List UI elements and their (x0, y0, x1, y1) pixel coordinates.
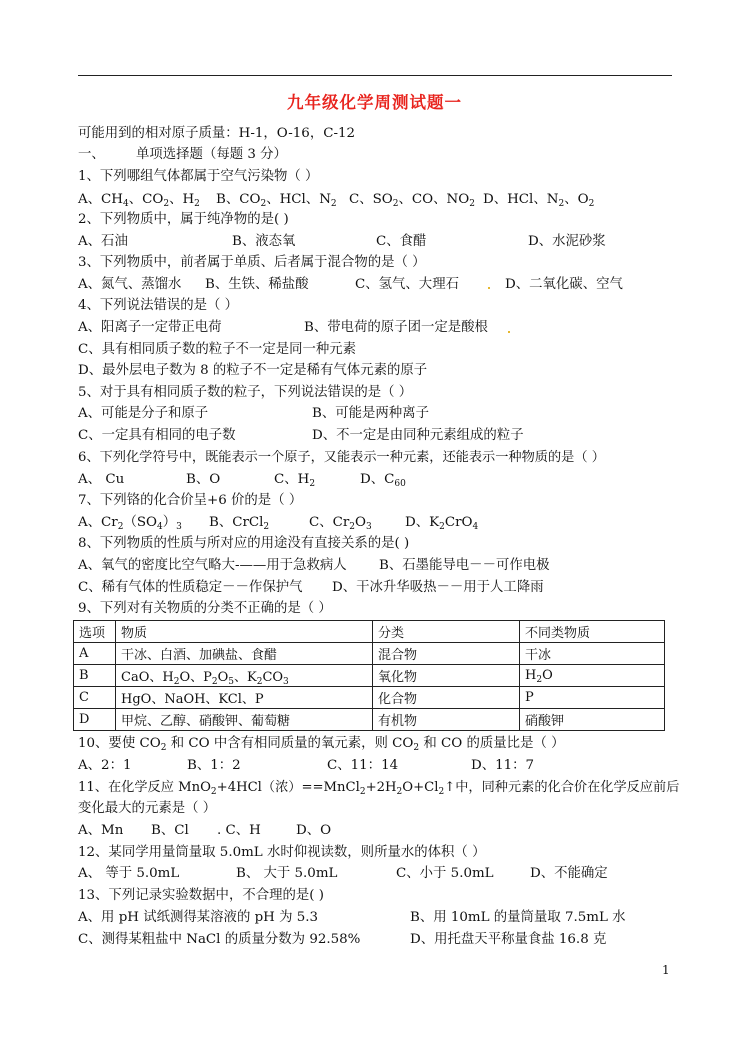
q13-option-a: A、用 pH 试纸测得某溶液的 pH 为 5.3 (78, 910, 319, 925)
q11-stem-continued: 变化最大的元素是（ ） (78, 801, 217, 816)
q11-option-c: . C、H (217, 823, 261, 838)
table-row (74, 665, 665, 687)
q9-stem: 9、下列对有关物质的分类不正确的是（ ） (78, 601, 332, 616)
q4-option-c: C、具有相同质子数的粒子不一定是同一种元素 (78, 342, 357, 357)
table-header: 分类 (373, 621, 520, 643)
q11-stem: 11、在化学反应 MnO$_2$+4HCl（浓）$==MnCl_2+2H_2O+Cl_2↑$中，同种元素的化合价在化学反应前后 (78, 780, 680, 797)
q4-option-a: A、阳离子一定带正电荷 (78, 320, 222, 335)
q5-stem: 5、对于具有相同质子数的粒子，下列说法错误的是（ ） (78, 385, 413, 400)
q12-option-a: A、 等于 5.0mL (78, 866, 180, 881)
page-number: 1 (662, 963, 670, 977)
q7-option-a: A、$Cr_2(SO_4)_3$ (78, 515, 182, 532)
q4-option-d: D、最外层电子数为 8 的粒子不一定是稀有气体元素的原子 (78, 363, 428, 378)
stray-mark (508, 331, 510, 333)
q2-option-d: D、水泥砂浆 (528, 234, 606, 249)
q6-option-c: C、$H_2$ (274, 472, 316, 489)
table-cell: 化合物 (373, 687, 520, 709)
q3-option-a: A、氮气、蒸馏水 (78, 277, 182, 292)
q10-option-a: A、2：1 (78, 758, 132, 773)
table-cell: CaO、$H_2O$、$P_2O_5$、$K_2CO_3$ (116, 665, 373, 687)
q1-option-c: C、$SO_2$、CO、$NO_2$ (349, 192, 475, 209)
q5-option-c: C、一定具有相同的电子数 (78, 428, 236, 443)
q10-option-c: C、11：14 (327, 758, 399, 773)
q6-option-d: D、$C_{60}$ (360, 472, 406, 489)
table-header: 选项 (74, 621, 116, 643)
page-title: 九年级化学周测试题一 (287, 93, 462, 112)
q3-option-c: C、氢气、大理石 (355, 277, 459, 292)
q12-option-b: B、 大于 5.0mL (236, 866, 338, 881)
section-heading (78, 146, 287, 164)
q2-option-b: B、液态氧 (232, 234, 296, 249)
stray-mark (488, 287, 490, 289)
q6-option-b: B、O (186, 472, 221, 487)
q12-stem: 12、某同学用量筒量取 5.0mL 水时仰视读数，则所量水的体积（ ） (78, 845, 486, 860)
table-cell: 干冰 (520, 643, 665, 665)
table-cell: D (74, 709, 116, 731)
q8-option-c: C、稀有气体的性质稳定－－作保护气 (78, 580, 303, 595)
q2-option-a: A、石油 (78, 234, 128, 249)
q11-option-a: A、Mn (78, 823, 124, 838)
q13-option-d: D、用托盘天平称量食盐 16.8 克 (410, 932, 607, 947)
q4-option-b: B、带电荷的原子团一定是酸根 (304, 320, 488, 335)
q3-option-b: B、生铁、稀盐酸 (205, 277, 309, 292)
q5-option-b: B、可能是两种离子 (312, 406, 429, 421)
q13-option-c: C、测得某粗盐中 NaCl 的质量分数为 92.58% (78, 932, 361, 947)
q10-option-b: B、1：2 (187, 758, 241, 773)
q12-option-c: C、小于 5.0mL (396, 866, 494, 881)
table-cell: HgO、NaOH、KCl、P (116, 687, 373, 709)
q3-option-d: D、二氧化碳、空气 (505, 277, 623, 292)
table-cell: 氧化物 (373, 665, 520, 687)
q1-option-a: A、$CH_4$、$CO_2$、$H_2$ (78, 192, 200, 209)
table-cell: 干冰、白酒、加碘盐、食醋 (116, 643, 373, 665)
q13-stem: 13、下列记录实验数据中，不合理的是( ) (78, 888, 324, 903)
q2-stem: 2、下列物质中，属于纯净物的是( ) (78, 212, 289, 227)
table-header-row (74, 621, 665, 643)
q10-stem: 10、要使 $CO_2$ 和 CO 中含有相同质量的氧元素，则 $CO_2$ 和 CO 的质量比是（ ） (78, 736, 565, 753)
table-cell: A (74, 643, 116, 665)
q5-option-a: A、可能是分子和原子 (78, 406, 209, 421)
q7-option-b: B、CrCl$_2$ (209, 515, 270, 532)
q5-option-d: D、不一定是由同种元素组成的粒子 (312, 428, 524, 443)
table-cell: 硝酸钾 (520, 709, 665, 731)
table-cell: B (74, 665, 116, 687)
q13-option-b: B、用 10mL 的量筒量取 7.5mL 水 (410, 910, 626, 925)
q4-stem: 4、下列说法错误的是（ ） (78, 298, 239, 313)
q7-option-c: C、$Cr_2O_3$ (309, 515, 372, 532)
q8-option-b: B、石墨能导电－－可作电极 (379, 558, 550, 573)
q1-option-b: B、$CO_2$、HCl、$N_2$ (216, 192, 337, 209)
q10-option-d: D、11：7 (471, 758, 535, 773)
table-cell: 甲烷、乙醇、硝酸钾、葡萄糖 (116, 709, 373, 731)
table-cell: 混合物 (373, 643, 520, 665)
q3-stem: 3、下列物质中，前者属于单质、后者属于混合物的是（ ） (78, 255, 426, 270)
section-number: 一、 (78, 147, 105, 162)
q1-option-d: D、HCl、$N_2$、$O_2$ (483, 192, 595, 209)
table-row (74, 709, 665, 731)
q8-option-a: A、氧气的密度比空气略大-——用于急救病人 (78, 558, 347, 573)
section-title: 单项选择题（每题 3 分） (136, 147, 287, 162)
table-header: 不同类物质 (520, 621, 665, 643)
q9-table (73, 620, 665, 731)
table-row (74, 643, 665, 665)
q8-stem: 8、下列物质的性质与所对应的用途没有直接关系的是( ) (78, 536, 410, 551)
atomic-masses: 可能用到的相对原子质量：H-1，O-16，C-12 (78, 126, 356, 141)
table-cell: $H_2O$ (520, 665, 665, 687)
table-row (74, 687, 665, 709)
q11-option-d: D、O (296, 823, 332, 838)
q6-option-a: A、 Cu (78, 472, 125, 487)
table-cell: P (520, 687, 665, 709)
q8-option-d: D、干冰升华吸热－－用于人工降雨 (332, 580, 544, 595)
q7-stem: 7、下列铬的化合价呈+6 价的是（ ） (78, 493, 303, 508)
q6-stem: 6、下列化学符号中，既能表示一个原子，又能表示一种元素，还能表示一种物质的是（ ） (78, 450, 605, 465)
q7-option-d: D、$K_2CrO_4$ (405, 515, 479, 532)
table-cell: C (74, 687, 116, 709)
q2-option-c: C、食醋 (376, 234, 427, 249)
table-cell: 有机物 (373, 709, 520, 731)
q12-option-d: D、不能确定 (530, 866, 608, 881)
q11-option-b: B、Cl (151, 823, 189, 838)
q1-stem: 1、下列哪组气体都属于空气污染物（ ） (78, 169, 319, 184)
table-header: 物质 (116, 621, 373, 643)
header-rule (78, 75, 672, 76)
